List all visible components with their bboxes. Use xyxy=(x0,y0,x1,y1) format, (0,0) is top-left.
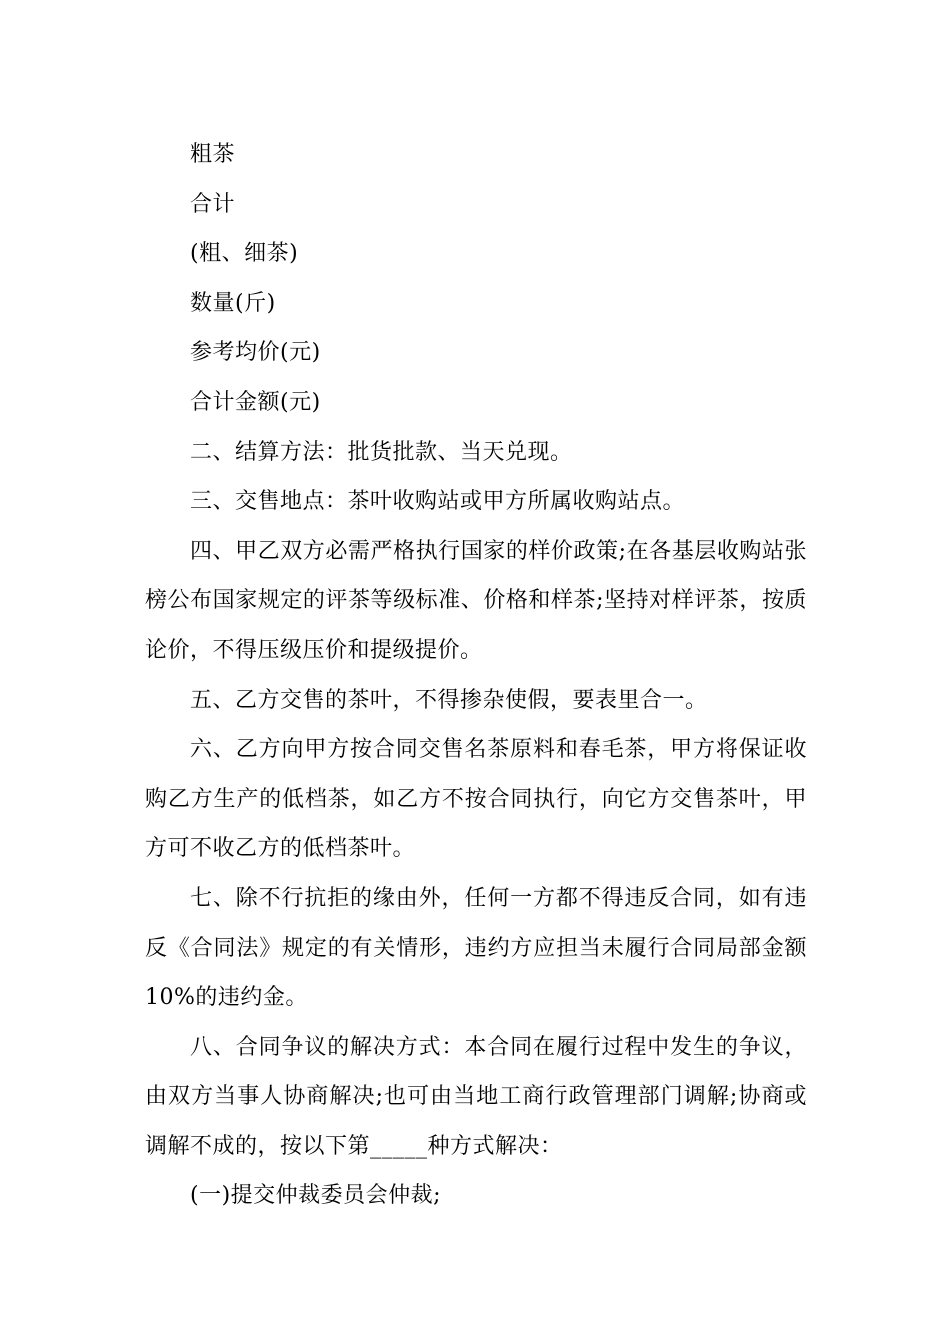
clause-breach-penalty: 七、除不行抗拒的缘由外，任何一方都不得违反合同，如有违反《合同法》规定的有关情形，违约方应担当未履行合同局部金额10%的违约金。 xyxy=(145,885,807,1011)
line-total: 合计 xyxy=(190,191,236,217)
clause-arbitration: (一)提交仲裁委员会仲裁; xyxy=(190,1183,442,1209)
line-reference-price: 参考均价(元) xyxy=(190,340,321,366)
line-coarse-tea: 粗茶 xyxy=(190,142,236,167)
clause-no-adulteration: 五、乙方交售的茶叶，不得掺杂使假，要表里合一。 xyxy=(190,687,708,713)
clause-price-policy: 四、甲乙双方必需严格执行国家的样价政策;在各基层收购站张榜公布国家规定的评茶等级标准、价格和样茶;坚持对样评茶，按质论价，不得压级压价和提级提价。 xyxy=(145,538,807,663)
clause-delivery-location: 三、交售地点：茶叶收购站或甲方所属收购站点。 xyxy=(190,489,686,515)
line-coarse-fine-tea: (粗、细茶) xyxy=(190,241,299,267)
clause-dispute-resolution: 八、合同争议的解决方式：本合同在履行过程中发生的争议，由双方当事人协商解决;也可由当地工商行政管理部门调解;协商或调解不成的，按以下第_____种方式解决： xyxy=(145,1034,807,1159)
line-total-amount: 合计金额(元) xyxy=(190,389,321,415)
line-quantity: 数量(斤) xyxy=(190,290,276,316)
clause-purchase-guarantee: 六、乙方向甲方按合同交售名茶原料和春毛茶，甲方将保证收购乙方生产的低档茶，如乙方不按合同执行，向它方交售茶叶，甲方可不收乙方的低档茶叶。 xyxy=(145,737,807,862)
document-body xyxy=(145,130,807,1221)
clause-settlement-method: 二、结算方法：批货批款、当天兑现。 xyxy=(190,439,573,465)
